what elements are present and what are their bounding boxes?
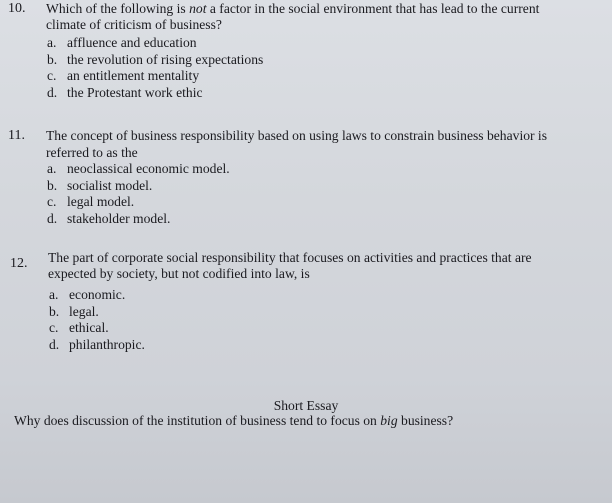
option-text: stakeholder model. [67, 210, 171, 226]
essay-question [14, 413, 453, 429]
essay-question-segment: Why does discussion of the institution of business tend to focus on [14, 413, 381, 428]
answer-option-b[interactable] [47, 178, 230, 195]
option-text: the Protestant work ethic [67, 84, 203, 100]
option-text: economic. [69, 287, 126, 302]
option-letter: d. [49, 336, 60, 352]
question-text-segment: Which of the following is [46, 1, 190, 16]
question-text-line-1: The concept of business responsibility based on using laws to constrain business behavior is [46, 128, 548, 143]
question-text-emphasis: not [189, 1, 207, 16]
option-letter: a. [47, 35, 57, 50]
option-letter: d. [47, 210, 58, 226]
essay-question-segment: business? [397, 413, 454, 428]
option-text: legal model. [67, 194, 135, 210]
answer-option-b[interactable] [49, 304, 145, 321]
answer-option-d[interactable] [49, 337, 145, 354]
question-text-segment: a factor in the social environment that has lead to the current [206, 1, 540, 16]
question-number: 10. [8, 1, 26, 16]
question-text-line-2: climate of criticism of business? [46, 17, 222, 32]
answer-option-a[interactable] [47, 161, 230, 178]
option-text: affluence and education [67, 35, 197, 50]
question-text-line-2: referred to as the [46, 145, 138, 160]
essay-question-emphasis: big [380, 413, 398, 428]
answer-option-c[interactable] [47, 68, 263, 85]
option-text: neoclassical economic model. [67, 161, 230, 176]
question-text-line-1 [46, 1, 539, 17]
question-text-line-2: expected by society, but not codified into law, is [48, 266, 310, 281]
option-letter: c. [47, 68, 57, 84]
answer-options [47, 161, 230, 227]
question-number: 11. [8, 128, 25, 143]
answer-options [49, 287, 145, 353]
option-letter: a. [49, 287, 59, 302]
essay-section-title: Short Essay [273, 398, 339, 413]
option-letter: b. [47, 51, 58, 67]
option-text: the revolution of rising expectations [67, 51, 264, 67]
option-letter: b. [47, 177, 58, 193]
option-letter: b. [49, 303, 60, 319]
option-letter: a. [47, 161, 57, 176]
answer-options [47, 35, 263, 101]
option-text: legal. [69, 303, 99, 319]
question-text-line-1: The part of corporate social responsibility that focuses on activities and practices that are [48, 250, 532, 265]
answer-option-d[interactable] [47, 85, 263, 102]
option-letter: c. [49, 320, 59, 336]
option-text: socialist model. [67, 177, 153, 193]
option-text: ethical. [69, 320, 109, 336]
answer-option-a[interactable] [47, 35, 263, 52]
answer-option-b[interactable] [47, 52, 263, 69]
option-letter: c. [47, 194, 57, 210]
answer-option-a[interactable] [49, 287, 145, 304]
option-letter: d. [47, 84, 58, 100]
option-text: philanthropic. [69, 336, 145, 352]
answer-option-c[interactable] [49, 320, 145, 337]
answer-option-d[interactable] [47, 211, 230, 228]
answer-option-c[interactable] [47, 194, 230, 211]
option-text: an entitlement mentality [67, 68, 200, 84]
question-number: 12. [10, 256, 28, 271]
